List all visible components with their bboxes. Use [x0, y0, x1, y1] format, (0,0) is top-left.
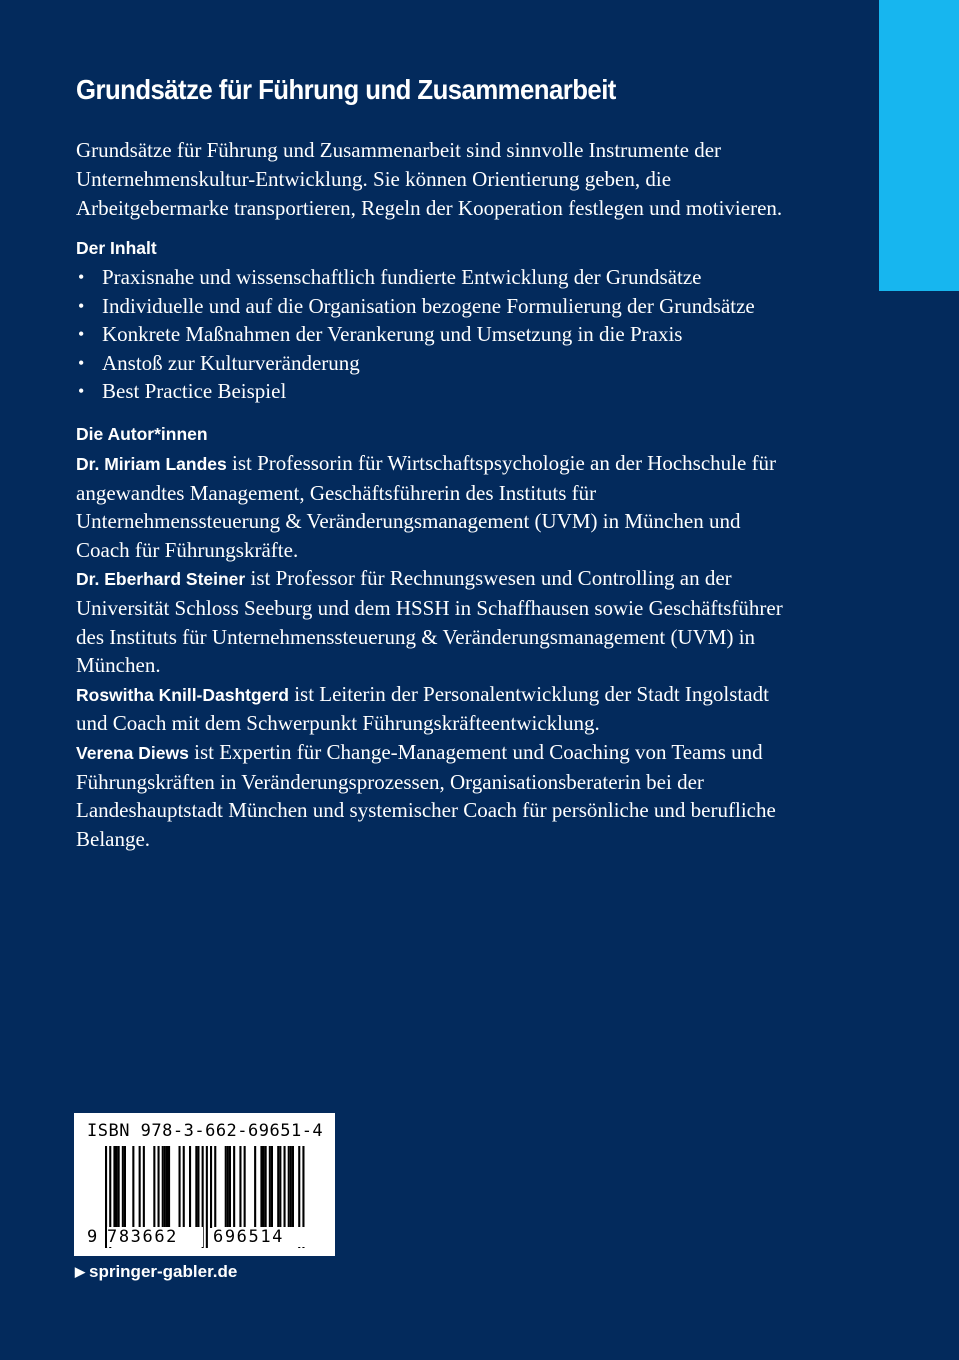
barcode-bar [239, 1146, 241, 1228]
author-description: ist Professorin für Wirtschaftspsychologie an der Hochschule für angewandtes Management, Geschäftsführerin des Instituts für Unternehmenssteuerung & Veränderungsmanagement (UVM) in München und Coach für Führungskräfte. [76, 450, 777, 562]
contents-list [76, 263, 796, 406]
accent-bar [879, 0, 959, 291]
author-description: ist Expertin für Change-Management und Coaching von Teams und Führungskräften in Veränderungsprozessen, Organisationsberaterin bei der Landeshauptstadt München und systemischer Coach für persönliche und berufliche Belange. [76, 739, 776, 851]
author-bio [76, 680, 796, 738]
barcode-bar [166, 1146, 168, 1228]
bullet-icon: • [78, 267, 85, 287]
barcode-bar [233, 1146, 235, 1228]
isbn-number: ISBN 978-3-662-69651-4 [87, 1121, 324, 1141]
list-item: • Praxisnahe und wissenschaftlich fundierte Entwicklung der Grundsätze [76, 263, 796, 292]
bullet-icon: • [78, 324, 85, 345]
author-name: Roswitha Knill-Dashtgerd [76, 684, 289, 705]
barcode-bar [227, 1146, 229, 1228]
list-item: • Konkrete Maßnahmen der Verankerung und Umsetzung in die Praxis [76, 320, 796, 349]
list-item: • Individuelle und auf die Organisation bezogene Formulierung der Grundsätze [76, 292, 796, 321]
barcode-bar [269, 1146, 271, 1228]
bullet-icon: • [78, 381, 85, 402]
ean-left-digits: 783662 [107, 1227, 203, 1247]
barcode-bar [210, 1146, 212, 1228]
isbn-barcode [74, 1113, 335, 1256]
barcode-bar [290, 1146, 292, 1228]
barcode-bar [158, 1146, 160, 1228]
play-arrow-icon: ▶ [75, 1264, 85, 1279]
barcode-bar [284, 1146, 286, 1228]
barcode-bar [292, 1146, 294, 1228]
barcode-bar [132, 1146, 134, 1228]
barcode-bar [162, 1146, 164, 1228]
barcode-bar [260, 1146, 262, 1228]
author-description: ist Professor für Rechnungswesen und Controlling an der Universität Schloss Seeburg und dem HSSH in Schaffhausen sowie Geschäftsführer des Instituts für Unternehmenssteuerung & Veränderungsmanagement (UVM) in München. [76, 566, 783, 678]
barcode-bar [113, 1146, 115, 1228]
back-cover-text [76, 68, 796, 853]
barcode-bar [139, 1146, 141, 1228]
barcode-bar [229, 1146, 231, 1228]
intro-paragraph: Grundsätze für Führung und Zusammenarbeit sind sinnvolle Instrumente der Unternehmenskultur-Entwicklung. Sie können Orientierung geben, die Arbeitgebermarke transportieren, Regeln der Kooperation festlegen und motivieren. [76, 138, 783, 220]
author-bio [76, 564, 796, 679]
barcode-bar [168, 1146, 170, 1228]
barcode-bar [225, 1146, 227, 1228]
authors-heading: Die Autor*innen [76, 423, 208, 444]
barcode-bar [271, 1146, 273, 1228]
author-name: Verena Diews [76, 742, 189, 763]
bullet-icon: • [78, 295, 85, 316]
list-item: • Anstoß zur Kulturveränderung [76, 349, 796, 378]
author-bio [76, 738, 796, 853]
contents-heading: Der Inhalt [76, 238, 157, 258]
barcode-bar [288, 1146, 290, 1228]
publisher-website[interactable] [75, 1262, 237, 1282]
bullet-icon: • [78, 352, 85, 373]
barcode-bar [143, 1146, 145, 1228]
barcode-bar [279, 1146, 281, 1228]
barcode-bar [164, 1146, 166, 1228]
barcode-bar [265, 1146, 267, 1228]
barcode-bar [254, 1146, 256, 1228]
list-item: • Best Practice Beispiel [76, 377, 796, 406]
barcode-bar [277, 1146, 279, 1228]
barcode-bar [118, 1146, 120, 1228]
barcode-bar [189, 1146, 191, 1228]
barcode-bar [179, 1146, 181, 1228]
barcode-bar [244, 1146, 246, 1228]
barcode-bar [197, 1146, 199, 1228]
barcode-bar [206, 1146, 208, 1248]
barcode-bar [214, 1146, 216, 1228]
barcode-bar [153, 1146, 155, 1228]
author-description: ist Leiterin der Personalentwicklung der Stadt Ingolstadt und Coach mit dem Schwerpunkt Führungskräfteentwicklung. [76, 681, 769, 736]
barcode-bar [124, 1146, 126, 1228]
ean-right-digits: 696514 [213, 1227, 309, 1247]
ean-first-digit: 9 [87, 1227, 98, 1247]
barcode-bar [122, 1146, 124, 1228]
book-title: Grundsätze für Führung und Zusammenarbeit [76, 74, 616, 105]
author-name: Dr. Miriam Landes [76, 453, 227, 474]
barcode-bar [195, 1146, 197, 1228]
author-bio [76, 449, 796, 564]
barcode-bar [263, 1146, 265, 1228]
author-name: Dr. Eberhard Steiner [76, 569, 246, 590]
barcode-bar [116, 1146, 118, 1228]
website-link[interactable]: springer-gabler.de [89, 1262, 238, 1281]
barcode-bar [183, 1146, 185, 1228]
